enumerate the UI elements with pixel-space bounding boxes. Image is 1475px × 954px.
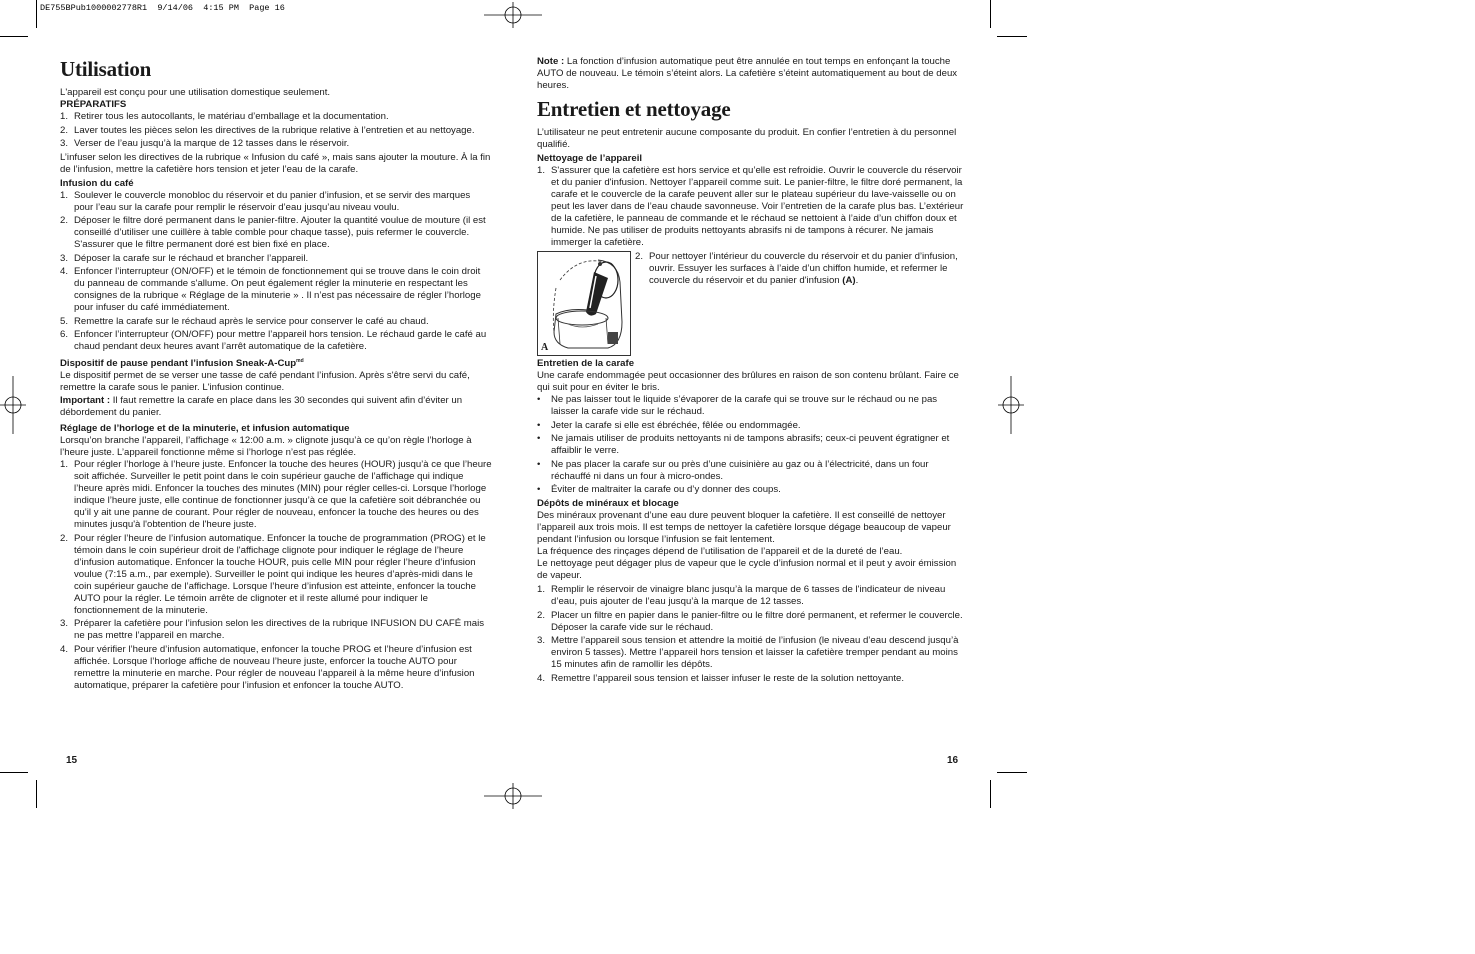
list-item: 4. Pour vérifier l’heure d’infusion automatique, enfoncer la touche PROG et l’heure d’infusion est affichée. Lorsque l’horloge affiche de nouveau l’heure juste, enforcer la touche AUTO pour remettre la minuterie en marche. Pour régler de nouveau l’appareil à la même heure d’infusion automatique, préparer la cafetière pour l’infusion et enfoncer la touche AUTO.: [60, 643, 475, 691]
paragraph: Le dispositif permet de se verser une tasse de café pendant l’infusion. Après s'être servi du café, remettre la carafe sous le panier. L'infusion continue.: [60, 370, 470, 394]
crop-mark: [36, 780, 37, 808]
list-item: 2. Pour régler l’heure de l’infusion automatique. Enfoncer la touche de programmation (PROG) et le témoin dans le coin supérieur droit de l'affichage clignote pour indiquer le réglage de l’heure d’infusion automatique. Enfoncer la touche HOUR, puis celle MIN pour régler l’heure d’infusion voulue (7:15 a.m., par exemple). Surveiller le point qui indique les heures d’après-midi dans le coin supérieur gauche de l’affichage. Lorsque l’heure d’infusion est atteinte, enfoncer la touche AUTO pour la régler. Le témoin arrête de clignoter et il reste allumé pour indiquer le fonctionnement de la minuterie.: [60, 532, 486, 616]
figure-label: A: [541, 342, 549, 354]
list-item: 3. Mettre l’appareil sous tension et attendre la moitié de l’infusion (le niveau d’eau descend jusqu’à environ 5 tasses). Mettre l’appareil hors tension et laisser la cafetière tremper pendant au moins 15 minutes afin de ramollir les dépôts.: [537, 635, 959, 671]
intro-text: L’utilisateur ne peut entretenir aucune composante du produit. En confier l’entretien à du personnel qualifié.: [537, 127, 957, 151]
page-number-right: 16: [947, 755, 959, 766]
coffee-maker-illustration: [538, 252, 630, 355]
clock-list: [60, 459, 492, 692]
registration-mark-left: [0, 376, 26, 436]
printer-slug: DE755BPub1000002778R1 9/14/06 4:15 PM Page 16: [40, 3, 285, 13]
clean-list-continued: [635, 251, 967, 289]
mineral-list: [537, 584, 967, 685]
page-title: Utilisation: [60, 57, 152, 81]
list-item: 2. Laver toutes les pièces selon les directives de la rubrique relative à l’entretien et au nettoyage.: [60, 124, 475, 136]
figure-row: [537, 251, 967, 356]
list-item: 3. Déposer la carafe sur le réchaud et brancher l’appareil.: [60, 252, 309, 264]
intro-text: L'appareil est conçu pour une utilisation domestique seulement.: [60, 87, 331, 99]
registration-mark-top: [484, 2, 544, 28]
section-heading: Nettoyage de l’appareil: [537, 153, 643, 165]
list-item: 4. Enfoncer l’interrupteur (ON/OFF) et le témoin de fonctionnement qui se trouve dans le coin droit du panneau de commande s'allume. On peut également régler la minuterie en respectant les consignes de la rubrique « Réglage de la minuterie » . Il n’est pas nécessaire de régler l’horloge pour infuser du café immédiatement.: [60, 266, 481, 314]
section-heading: Infusion du café: [60, 177, 134, 189]
crop-mark: [36, 0, 37, 28]
left-page: [60, 56, 492, 693]
list-item: 6. Enfoncer l’interrupteur (ON/OFF) pour mettre l’appareil hors tension. Le réchaud garde le café au chaud pendant deux heures avant l’arrêt automatique de la cafetière.: [60, 329, 487, 353]
list-item: 4. Remettre l’appareil sous tension et laisser infuser le reste de la solution nettoyante.: [537, 672, 905, 684]
section-title: Entretien et nettoyage: [537, 97, 731, 121]
crop-mark: [990, 780, 991, 808]
section-heading: Dépôts de minéraux et blocage: [537, 498, 679, 510]
section-heading: Réglage de l’horloge et de la minuterie, et infusion automatique: [60, 423, 350, 435]
list-item: • Ne pas laisser tout le liquide s’évaporer de la carafe qui se trouve sur le réchaud ou ne pas laisser la carafe vide sur le réchaud.: [537, 394, 938, 418]
right-page: [537, 56, 967, 686]
brew-list: [60, 190, 492, 354]
clean-list: [537, 165, 967, 249]
paragraph: Une carafe endommagée peut occasionner des brûlures en raison de son contenu brûlant. Faire ce qui suit pour en éviter le bris.: [537, 370, 959, 394]
crop-mark: [997, 36, 1027, 37]
list-item: 3. Verser de l’eau jusqu’à la marque de 12 tasses dans le réservoir.: [60, 138, 350, 150]
list-item: 5. Remettre la carafe sur le réchaud après le service pour conserver le café au chaud.: [60, 315, 429, 327]
paragraph: Le nettoyage peut dégager plus de vapeur que le cycle d’infusion normal et il peut y avoir émission de vapeur.: [537, 558, 957, 582]
carafe-list: [537, 394, 967, 496]
list-item: • Ne pas placer la carafe sur ou près d’une cuisinière au gaz ou à l’électricité, dans un four réchauffé ni dans un four à micro-ondes.: [537, 458, 929, 482]
list-item: • Éviter de maltraiter la carafe ou d’y donner des coups.: [537, 484, 781, 496]
crop-mark: [997, 772, 1027, 773]
crop-mark: [0, 36, 28, 37]
list-item: 1. Pour régler l’horloge à l’heure juste. Enfoncer la touche des heures (HOUR) jusqu’à ce que l’heure soit affichée. Surveiller le petit point dans le coin supérieur gauche de l’affichage qui indique l’heure après midi. Enfoncer la touches des minutes (MIN) pour régler celles-ci. Lorsque l’horloge indique l’heure juste, elle continue de fonctionner jusqu’à ce que la cafetière soit débranchée ou qu’il y ait une panne de courant. Pour régler de nouveau, enfoncer la touche des heures ou des minutes jusqu'à l'obtention de l'heure juste.: [60, 459, 492, 531]
section-heading: PRÉPARATIFS: [60, 99, 127, 111]
paragraph: Lorsqu’on branche l’appareil, l’affichage « 12:00 a.m. » clignote jusqu’à ce qu’on règle l’horloge à l’heure juste. L’appareil fonctionne même si l’horloge n’est pas réglée.: [60, 435, 472, 459]
registration-mark-right: [998, 376, 1024, 436]
page-number-left: 15: [66, 755, 78, 766]
registration-mark-bottom: [484, 783, 544, 809]
crop-mark: [0, 772, 28, 773]
paragraph: L’infuser selon les directives de la rubrique « Infusion du café », mais sans ajouter la mouture. À la fin de l’infusion, mettre la cafetière hors tension et jeter l’eau de la carafe.: [60, 151, 491, 175]
list-item: 2. Déposer le filtre doré permanent dans le panier-filtre. Ajouter la quantité voulue de mouture (il est conseillé d’utiliser une cuillère à table comble pour chaque tasse), puis refermer le couvercle. S'assurer que le filtre permanent doré est bien fixé en place.: [60, 215, 486, 251]
list-item: 1. Retirer tous les autocollants, le matériau d’emballage et la documentation.: [60, 111, 389, 123]
list-item: 1. Remplir le réservoir de vinaigre blanc jusqu’à la marque de 6 tasses de l'indicateur de niveau d’eau, puis ajouter de l’eau jusqu’à la marque de 12 tasses.: [537, 584, 946, 608]
note-text: Note : La fonction d’infusion automatique peut être annulée en tout temps en enfonçant la touche AUTO de nouveau. Le témoin s’éteint alors. La cafetière s’éteint automatiquement au bout de deux heures.: [537, 56, 958, 91]
prep-list: [60, 111, 492, 150]
list-item: 2. Pour nettoyer l’intérieur du couvercle du réservoir et du panier d’infusion, ouvrir. Essuyer les surfaces à l’aide d’un chiffon humide, et refermer le couvercle du réservoir et du panier d'infusion (A).: [635, 251, 958, 287]
list-item: • Ne jamais utiliser de produits nettoyants ni de tampons abrasifs; ceux-ci peuvent égratigner et affaiblir le verre.: [537, 433, 950, 457]
list-item: 2. Placer un filtre en papier dans le panier-filtre ou le filtre doré permanent, et refermer le couvercle. Déposer la carafe vide sur le réchaud.: [537, 609, 963, 633]
important-note: Important : Il faut remettre la carafe en place dans les 30 secondes qui suivent afin d’éviter un débordement du panier.: [60, 395, 463, 419]
section-heading: Entretien de la carafe: [537, 358, 635, 370]
list-item: 1. S'assurer que la cafetière est hors service et qu’elle est refroidie. Ouvrir le couvercle du réservoir et du panier d'infusion. Nettoyer l’appareil comme suit. Le panier-filtre, le filtre doré permanent, la carafe et le couvercle de la carafe peuvent aller sur le plateau supérieur du lave-vaisselle ou on peut les laver dans de l’eau chaude savonneuse. Voir l’entretien de la carafe plus bas. L’extérieur de la cafetière, le panneau de commande et le réchaud se nettoient à l’aide d’un chiffon doux et humide. Ne pas utiliser de produits nettoyants abrasifs ni de tampons à récurer. Ne jamais immerger la cafetière.: [537, 165, 964, 249]
list-item: 1. Soulever le couvercle monobloc du réservoir et du panier d’infusion, et se servir des marques pour l’eau sur la carafe pour remplir le réservoir d’eau jusqu’au niveau voulu.: [60, 189, 471, 213]
list-item: • Jeter la carafe si elle est ébréchée, fêlée ou endommagée.: [537, 419, 801, 431]
paragraph: Des minéraux provenant d’une eau dure peuvent bloquer la cafetière. Il est conseillé de nettoyer l’appareil aux trois mois. Il est temps de nettoyer la cafetière lorsque dégage beaucoup de vapeur pendant l’infusion ou lorsque l’infusion se fait lentement.: [537, 510, 951, 546]
paragraph: La fréquence des rinçages dépend de l’utilisation de l’appareil et de la dureté de l’eau.: [537, 546, 903, 558]
list-item: 3. Préparer la cafetière pour l’infusion selon les directives de la rubrique INFUSION DU CAFÉ mais ne pas mettre l’appareil en marche.: [60, 618, 485, 642]
crop-mark: [990, 0, 991, 28]
section-heading: Dispositif de pause pendant l’infusion Sneak-A-Cup$^{md}$: [60, 358, 304, 370]
figure-a: [537, 251, 631, 356]
